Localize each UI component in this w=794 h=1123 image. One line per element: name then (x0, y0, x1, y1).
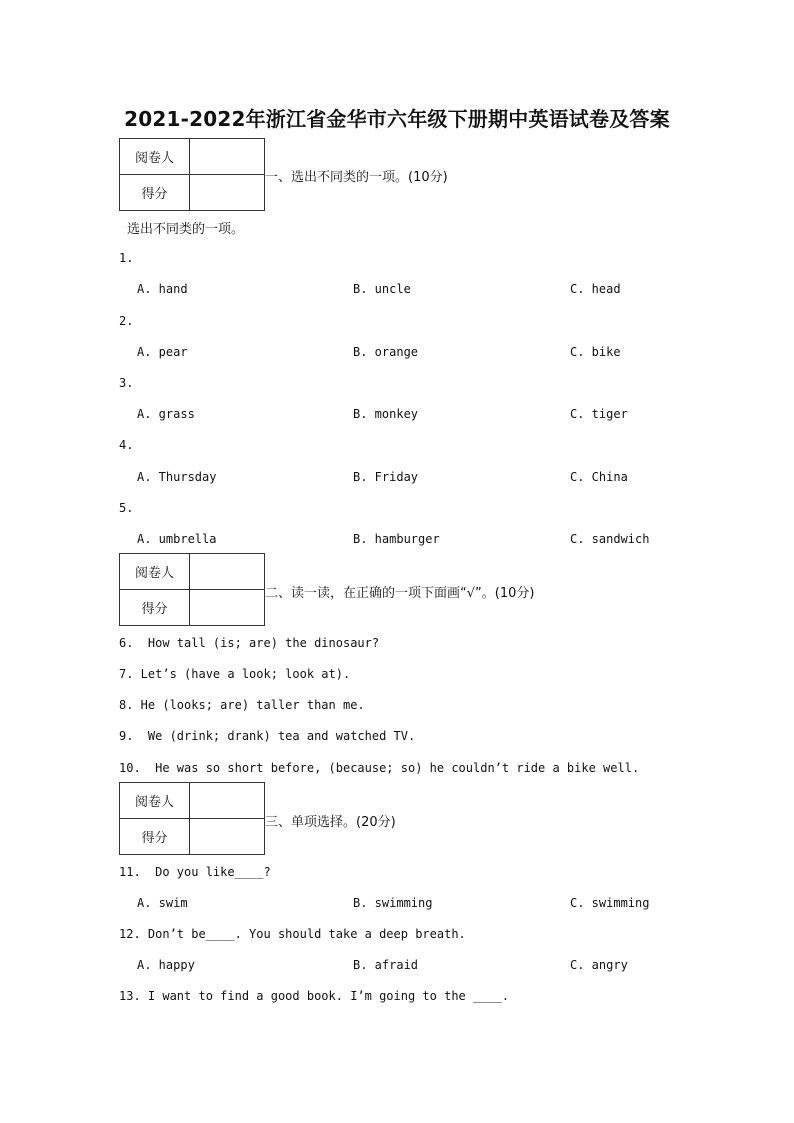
question-line: 10. He was so short before, (because; so) he couldn’t ride a bike well. (119, 761, 640, 775)
option-c: C. swimming (570, 896, 650, 910)
option-a: A. swim (137, 896, 188, 910)
question-line: 6. How tall (is; are) the dinosaur? (119, 636, 380, 650)
grader-table-2 (119, 553, 265, 626)
score-label: 得分 (120, 819, 190, 855)
page-title: 2021-2022年浙江省金华市六年级下册期中英语试卷及答案 (124, 107, 670, 131)
option-c: C. angry (570, 958, 628, 972)
question-number: 3. (119, 376, 134, 390)
reviewer-cell (190, 554, 265, 590)
score-cell (190, 590, 265, 626)
score-cell (190, 819, 265, 855)
option-a: A. Thursday (137, 470, 217, 484)
option-b: B. monkey (353, 407, 419, 421)
question-line: 7. Let’s (have a look; look at). (119, 667, 351, 681)
option-b: B. Friday (353, 470, 419, 484)
score-cell (190, 175, 265, 211)
option-c: C. China (570, 470, 628, 484)
question-line: 13. I want to find a good book. I’m going to the ____. (119, 989, 510, 1003)
option-b: B. orange (353, 345, 419, 359)
question-line: 8. He (looks; are) taller than me. (119, 698, 365, 712)
question-line: 9. We (drink; drank) tea and watched TV. (119, 729, 416, 743)
option-c: C. tiger (570, 407, 628, 421)
reviewer-cell (190, 783, 265, 819)
option-c: C. bike (570, 345, 621, 359)
reviewer-label: 阅卷人 (120, 783, 190, 819)
option-b: B. hamburger (353, 532, 440, 546)
question-number: 5. (119, 501, 134, 515)
option-a: A. happy (137, 958, 195, 972)
option-a: A. hand (137, 282, 188, 296)
section-heading-3: 三、单项选择。(20分) (265, 815, 396, 830)
reviewer-label: 阅卷人 (120, 554, 190, 590)
option-a: A. umbrella (137, 532, 217, 546)
score-label: 得分 (120, 175, 190, 211)
question-number: 2. (119, 314, 134, 328)
section-heading-1: 一、选出不同类的一项。(10分) (265, 170, 448, 185)
section-heading-2: 二、读一读，在正确的一项下面画“√”。(10分) (265, 586, 535, 601)
option-b: B. uncle (353, 282, 411, 296)
option-b: B. afraid (353, 958, 419, 972)
option-a: A. pear (137, 345, 188, 359)
question-line: 11. Do you like____? (119, 865, 271, 879)
grader-table-3 (119, 782, 265, 855)
reviewer-cell (190, 139, 265, 175)
option-c: C. head (570, 282, 621, 296)
score-label: 得分 (120, 590, 190, 626)
reviewer-label: 阅卷人 (120, 139, 190, 175)
option-c: C. sandwich (570, 532, 650, 546)
question-line: 12. Don’t be____. You should take a deep breath. (119, 927, 466, 941)
option-a: A. grass (137, 407, 195, 421)
grader-table-1 (119, 138, 265, 211)
question-number: 1. (119, 251, 134, 265)
question-number: 4. (119, 438, 134, 452)
instruction: 选出不同类的一项。 (127, 222, 245, 237)
option-b: B. swimming (353, 896, 433, 910)
